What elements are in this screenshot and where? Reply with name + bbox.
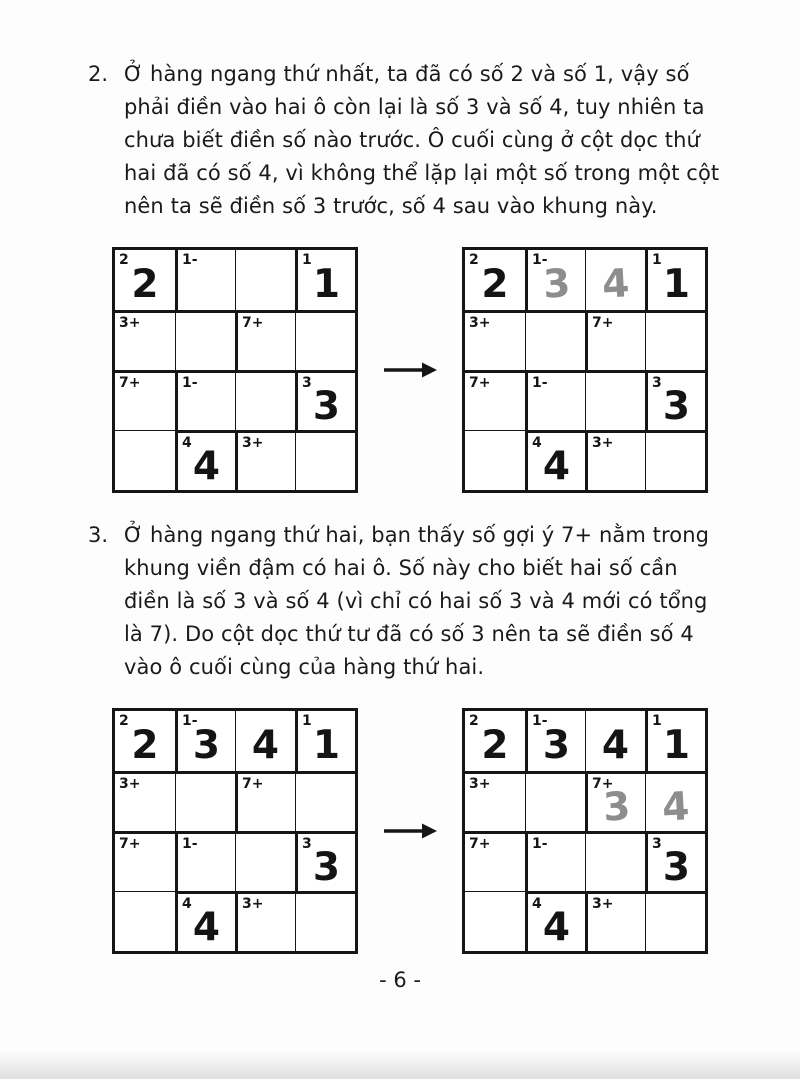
cell-value-printed: 2 [481, 262, 509, 307]
kenken-cell-r1c2 [235, 771, 295, 831]
kenken-cell-r2c0 [465, 370, 525, 430]
kenken-cell-r1c0 [465, 771, 525, 831]
cell-value-printed: 1 [312, 723, 341, 768]
kenken-cell-r2c0 [115, 831, 175, 891]
cell-value-printed: 3 [312, 844, 341, 890]
kenken-cell-r3c3 [295, 430, 355, 490]
cage-clue: 2 [469, 713, 479, 729]
kenken-cell-r3c0 [115, 891, 175, 951]
kenken-cell-r1c2 [235, 310, 295, 370]
kenken-cell-r0c2 [235, 250, 295, 310]
kenken-cell-r1c3 [645, 771, 705, 831]
kenken-cell-r0c0 [115, 711, 175, 771]
kenken-cell-r1c3 [295, 771, 355, 831]
cage-clue: 3+ [119, 315, 141, 331]
page-number: - 6 - [379, 968, 421, 992]
kenken-cell-r0c2 [235, 711, 295, 771]
step-3-figure [112, 708, 800, 954]
kenken-cell-r2c3 [295, 831, 355, 891]
kenken-cell-r2c2 [585, 831, 645, 891]
right-arrow-icon [382, 820, 438, 842]
kenken-cell-r2c3 [295, 370, 355, 430]
cage-clue: 3 [652, 836, 662, 852]
kenken-cell-r3c0 [465, 430, 525, 490]
kenken-cell-r0c3 [645, 250, 705, 310]
cage-clue: 4 [182, 435, 192, 451]
cell-value-printed: 3 [662, 383, 691, 429]
kenken-cell-r2c1 [175, 370, 235, 430]
kenken-cell-r0c3 [295, 711, 355, 771]
kenken-cell-r1c1 [525, 771, 585, 831]
cage-clue: 3+ [242, 896, 264, 912]
kenken-cell-r3c2 [585, 430, 645, 490]
cell-value-printed: 4 [192, 904, 221, 950]
kenken-cell-r0c3 [645, 711, 705, 771]
kenken-cell-r2c0 [115, 370, 175, 430]
cage-clue: 3+ [592, 896, 614, 912]
cell-value-printed: 4 [542, 443, 571, 489]
cage-clue: 1- [532, 836, 548, 852]
cage-clue: 7+ [469, 375, 491, 391]
cage-clue: 1- [532, 375, 548, 391]
kenken-cell-r2c1 [525, 831, 585, 891]
kenken-cell-r3c1 [175, 430, 235, 490]
kenken-cell-r1c1 [175, 771, 235, 831]
kenken-cell-r0c0 [465, 250, 525, 310]
cell-value-printed: 1 [312, 262, 341, 307]
kenken-cell-r2c3 [645, 370, 705, 430]
kenken-cell-r1c2 [585, 771, 645, 831]
kenken-cell-r0c1 [175, 711, 235, 771]
cage-clue: 4 [532, 896, 542, 912]
cage-clue: 7+ [242, 315, 264, 331]
kenken-cell-r2c1 [175, 831, 235, 891]
kenken-cell-r1c3 [295, 310, 355, 370]
kenken-grid-step2-after [462, 247, 708, 493]
cell-value-pencil: 4 [600, 261, 631, 308]
cell-value-printed: 3 [312, 383, 341, 429]
cage-clue: 1 [302, 252, 312, 268]
kenken-cell-r3c1 [175, 891, 235, 951]
kenken-grid-step3-after [462, 708, 708, 954]
kenken-cell-r1c0 [465, 310, 525, 370]
cage-clue: 3+ [592, 435, 614, 451]
cell-value-pencil: 3 [541, 261, 572, 308]
cell-value-printed: 2 [481, 723, 509, 768]
cell-value-pencil: 4 [660, 783, 691, 831]
cell-value-printed: 4 [601, 723, 630, 768]
kenken-cell-r3c2 [235, 891, 295, 951]
step-2-number: 2. [88, 62, 109, 86]
cell-value-pencil: 3 [601, 783, 632, 831]
cage-clue: 3+ [469, 776, 491, 792]
right-arrow-icon [382, 359, 438, 381]
step-2-text: Ở hàng ngang thứ nhất, ta đã có số 2 và số 1, vậy số phải điền vào hai ô còn lại là số 3 và số 4, tuy nhiên ta chưa biết điền số nào trước. Ô cuối cùng ở cột dọc thứ hai đã có số 4, vì không thể lặp lại một số trong một cột nên ta sẽ điền số 3 trước, số 4 sau vào khung này. [124, 62, 720, 218]
kenken-cell-r0c1 [525, 711, 585, 771]
cage-clue: 7+ [119, 836, 141, 852]
cell-value-printed: 4 [192, 443, 221, 489]
cage-clue: 7+ [592, 315, 614, 331]
kenken-cell-r3c0 [465, 891, 525, 951]
cage-clue: 1- [532, 252, 548, 268]
kenken-cell-r0c3 [295, 250, 355, 310]
cage-clue: 1- [182, 252, 198, 268]
kenken-cell-r3c2 [585, 891, 645, 951]
cage-clue: 1- [182, 836, 198, 852]
kenken-cell-r0c1 [175, 250, 235, 310]
cage-clue: 1- [532, 713, 548, 729]
kenken-cell-r0c2 [585, 711, 645, 771]
cage-clue: 3+ [242, 435, 264, 451]
step-3-text: Ở hàng ngang thứ hai, bạn thấy số gợi ý 7+ nằm trong khung viền đậm có hai ô. Số này cho biết hai số cần điền là số 3 và số 4 (vì chỉ có hai số 3 và 4 mới có tổng là 7). Do cột dọc thứ tư đã có số 3 nên ta sẽ điền số 4 vào ô cuối cùng của hàng thứ hai. [124, 523, 710, 679]
cage-clue: 2 [119, 713, 129, 729]
kenken-cell-r1c0 [115, 310, 175, 370]
cage-clue: 2 [469, 252, 479, 268]
cell-value-printed: 2 [131, 723, 159, 768]
step-2-paragraph [0, 0, 800, 223]
kenken-cell-r1c0 [115, 771, 175, 831]
kenken-cell-r1c1 [175, 310, 235, 370]
cage-clue: 7+ [242, 776, 264, 792]
cell-value-printed: 4 [542, 904, 571, 950]
kenken-cell-r3c3 [645, 430, 705, 490]
kenken-grid-step3-before [112, 708, 358, 954]
cell-value-printed: 2 [131, 262, 159, 307]
kenken-cell-r3c0 [115, 430, 175, 490]
step-3-paragraph [0, 493, 800, 684]
step-2-figure [112, 247, 800, 493]
cell-value-printed: 4 [251, 723, 280, 768]
kenken-cell-r0c0 [115, 250, 175, 310]
cage-clue: 7+ [469, 836, 491, 852]
cage-clue: 4 [182, 896, 192, 912]
kenken-cell-r2c0 [465, 831, 525, 891]
kenken-cell-r0c2 [585, 250, 645, 310]
cage-clue: 1- [182, 713, 198, 729]
cage-clue: 1 [302, 713, 312, 729]
cage-clue: 7+ [592, 776, 614, 792]
kenken-cell-r3c1 [525, 430, 585, 490]
cage-clue: 3 [302, 375, 312, 391]
kenken-cell-r0c1 [525, 250, 585, 310]
kenken-cell-r1c2 [585, 310, 645, 370]
cage-clue: 2 [119, 252, 129, 268]
cage-clue: 1 [652, 713, 662, 729]
kenken-cell-r2c1 [525, 370, 585, 430]
kenken-cell-r3c2 [235, 430, 295, 490]
cell-value-printed: 3 [542, 723, 571, 768]
cage-clue: 3+ [119, 776, 141, 792]
cage-clue: 1- [182, 375, 198, 391]
kenken-cell-r3c1 [525, 891, 585, 951]
kenken-cell-r2c2 [235, 370, 295, 430]
step-3-number: 3. [88, 523, 109, 547]
kenken-grid-step2-before [112, 247, 358, 493]
cell-value-printed: 1 [662, 723, 691, 768]
cell-value-printed: 3 [192, 723, 221, 768]
kenken-cell-r0c0 [465, 711, 525, 771]
cage-clue: 4 [532, 435, 542, 451]
cage-clue: 3 [302, 836, 312, 852]
kenken-cell-r3c3 [645, 891, 705, 951]
kenken-cell-r2c2 [585, 370, 645, 430]
cage-clue: 3+ [469, 315, 491, 331]
cell-value-printed: 3 [662, 844, 691, 890]
cage-clue: 3 [652, 375, 662, 391]
cell-value-printed: 1 [662, 262, 691, 307]
kenken-cell-r2c2 [235, 831, 295, 891]
kenken-cell-r1c3 [645, 310, 705, 370]
cage-clue: 1 [652, 252, 662, 268]
kenken-cell-r1c1 [525, 310, 585, 370]
kenken-cell-r3c3 [295, 891, 355, 951]
cage-clue: 7+ [119, 375, 141, 391]
kenken-cell-r2c3 [645, 831, 705, 891]
